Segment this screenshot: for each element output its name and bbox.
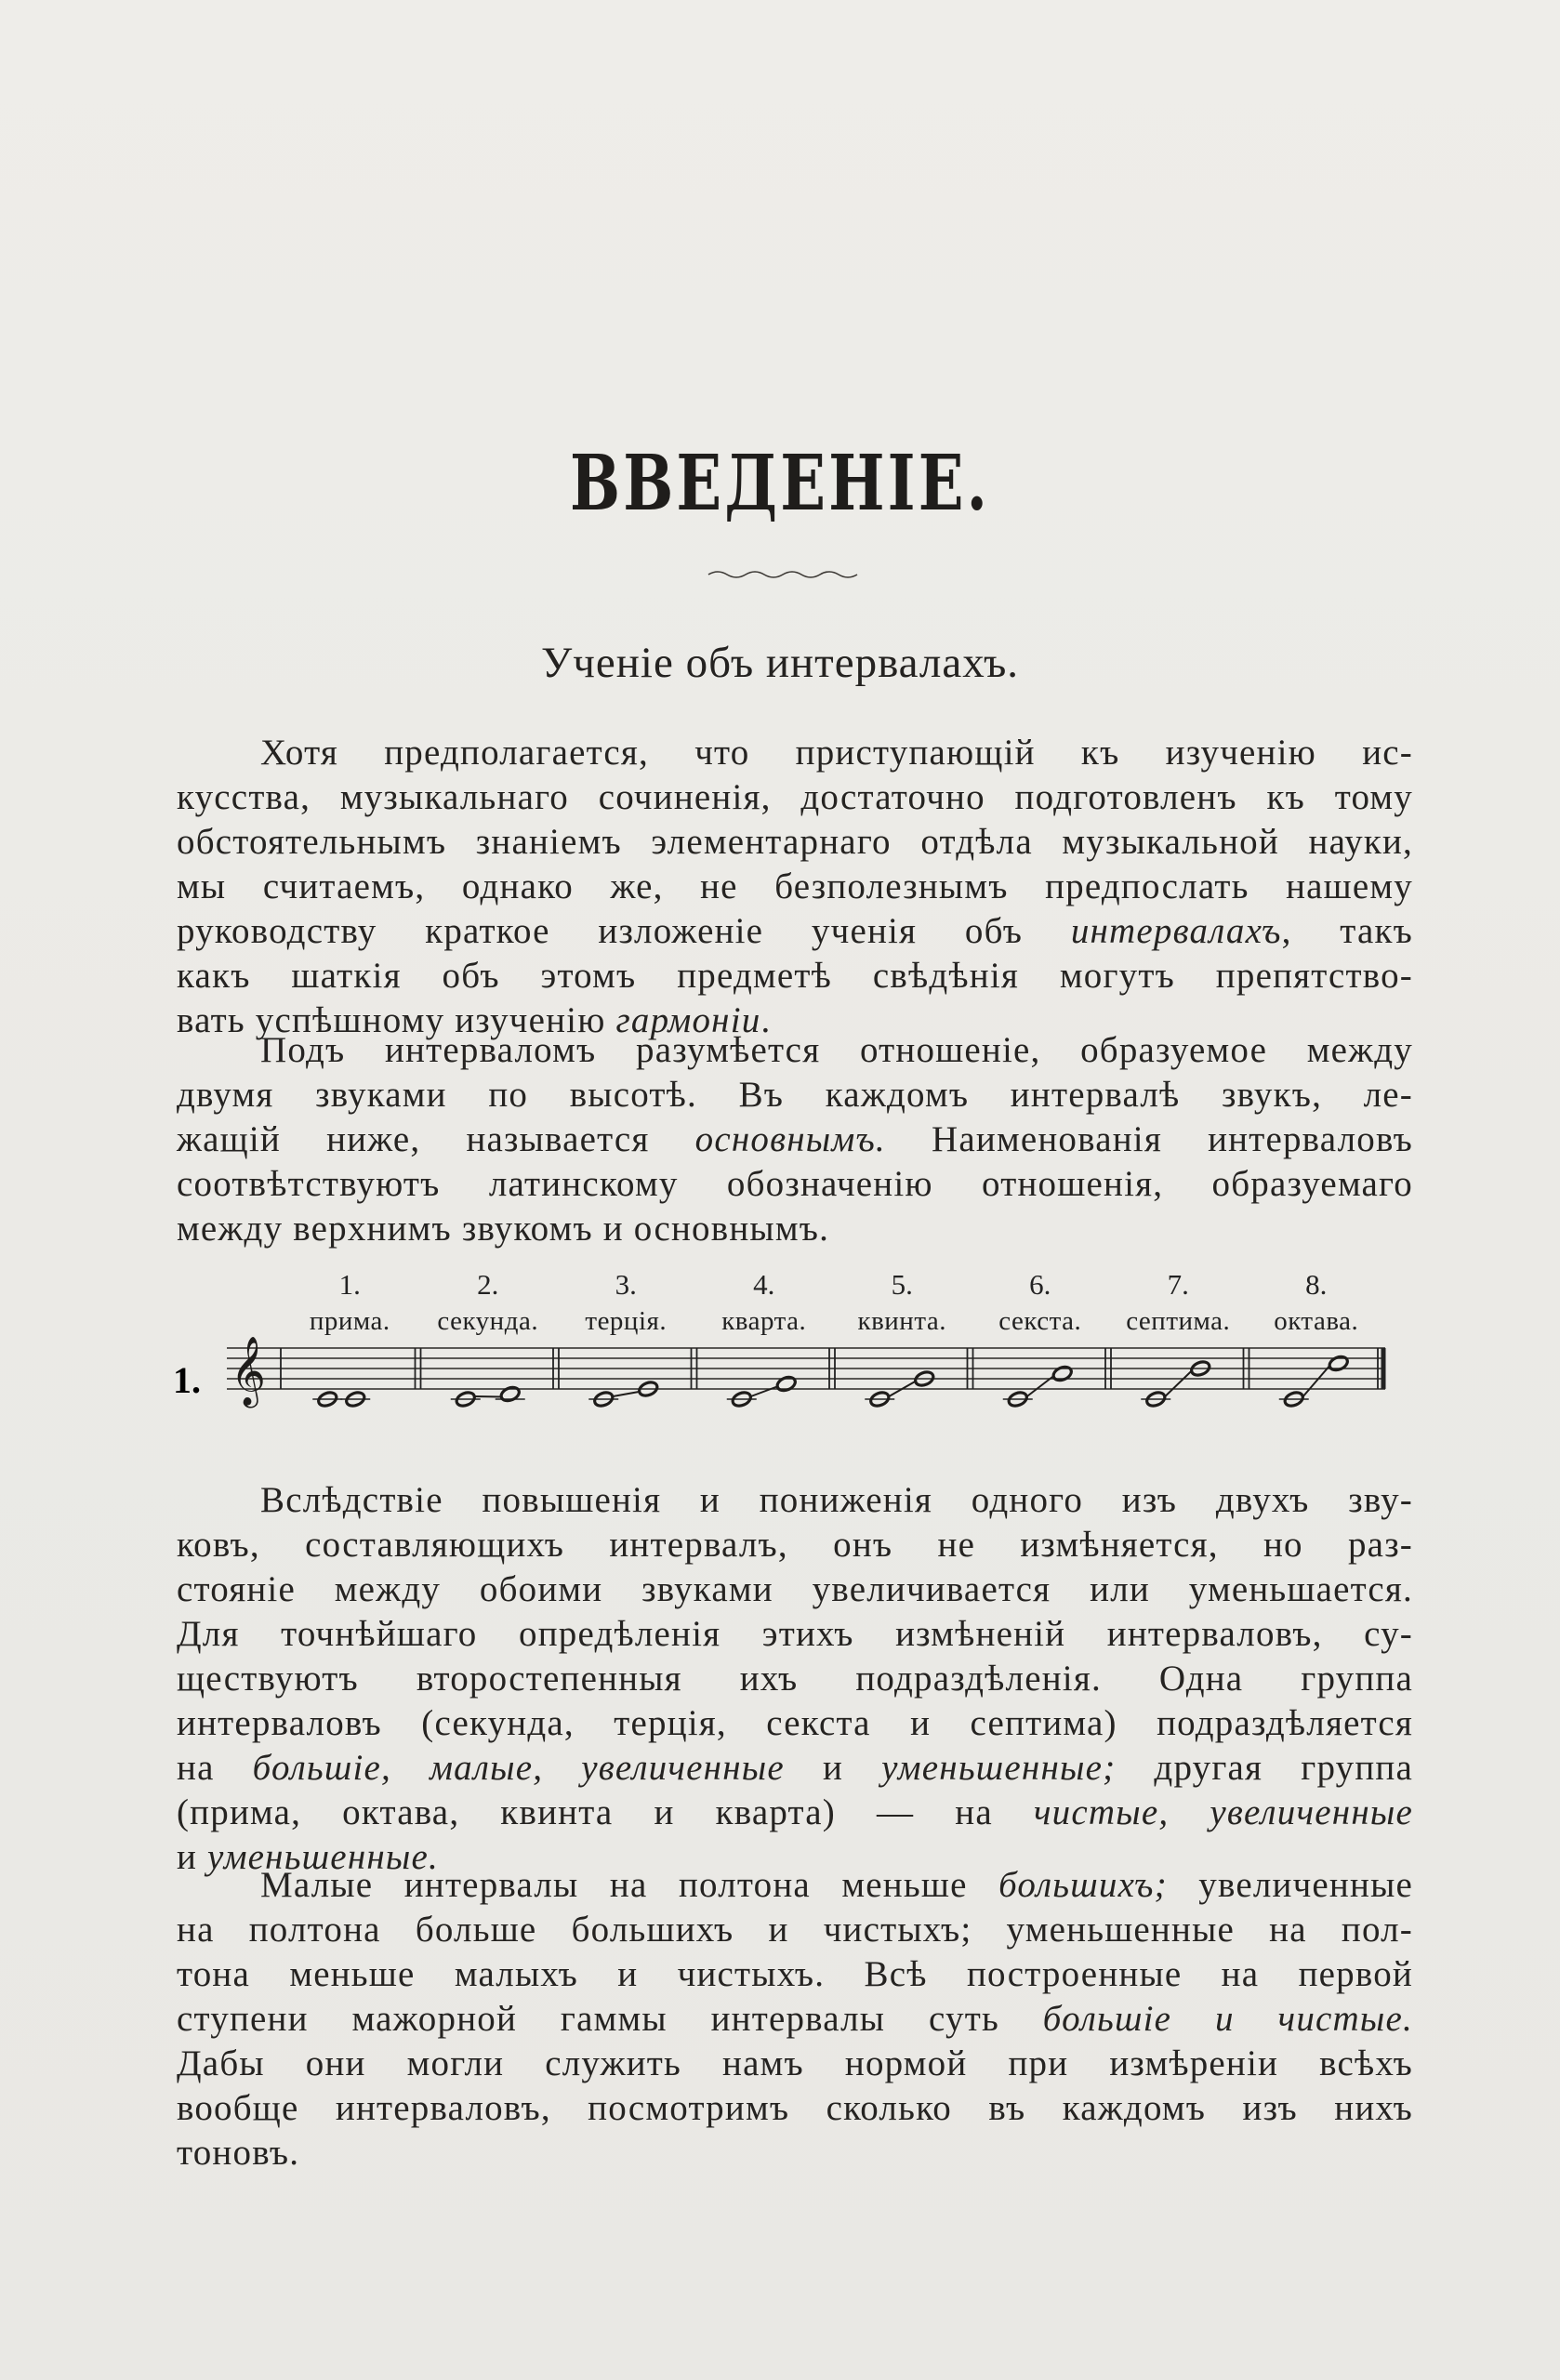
text-fragment: ступени мажорной гаммы интервалы суть xyxy=(177,1999,1043,2039)
text-line xyxy=(177,909,1413,954)
interval-name: терція. xyxy=(585,1306,668,1336)
text-fragment: руководству краткое изложеніе ученія объ xyxy=(177,911,1071,951)
whole-note xyxy=(1051,1365,1073,1383)
text-line: обстоятельнымъ знаніемъ элементарнаго отдѣла музыкальной науки, xyxy=(177,822,1413,862)
interval-number: 8. xyxy=(1305,1274,1328,1301)
text-line: Вслѣдствіе повышенія и пониженія одного изъ двухъ зву- xyxy=(260,1480,1413,1520)
interval-stroke xyxy=(1165,1371,1191,1396)
musical-example xyxy=(167,1274,1404,1460)
text-line: тоновъ. xyxy=(177,2133,300,2173)
interval-name: секста. xyxy=(998,1306,1082,1336)
text-line xyxy=(177,1746,1413,1791)
interval-name: секунда. xyxy=(437,1306,539,1336)
notes xyxy=(312,1355,1349,1408)
text-line: вообще интерваловъ, посмотримъ сколько въ каждомъ изъ нихъ xyxy=(177,2088,1413,2128)
emphasis-major: большіе, xyxy=(252,1748,391,1788)
text-fragment: . xyxy=(760,1000,772,1040)
emphasis-minor: малые, xyxy=(430,1748,544,1788)
text-line: Для точнѣйшаго опредѣленія этихъ измѣненій интерваловъ, су- xyxy=(177,1614,1413,1654)
ornament-divider xyxy=(707,567,865,582)
interval-number: 5. xyxy=(891,1274,913,1301)
interval-number: 1. xyxy=(338,1274,361,1301)
text-line: какъ шаткія объ этомъ предметѣ свѣдѣнія могутъ препятство- xyxy=(177,956,1413,996)
text-fragment: и xyxy=(177,1837,208,1877)
text-fragment: (прима, октава, квинта и кварта) — на xyxy=(177,1792,1034,1832)
interval-number: 4. xyxy=(753,1274,775,1301)
text-line xyxy=(177,1791,1413,1835)
text-line: ществуютъ второстепенныя ихъ подраздѣленія. Одна группа xyxy=(177,1659,1413,1699)
text-fragment: увеличенные xyxy=(1167,1865,1413,1905)
text-fragment: жащій ниже, называется xyxy=(177,1119,695,1159)
text-line xyxy=(177,1863,1413,1908)
interval-number: 6. xyxy=(1029,1274,1051,1301)
treble-clef-icon: 𝄞 xyxy=(231,1337,266,1406)
interval-name: прима. xyxy=(309,1306,390,1336)
interval-name: септима. xyxy=(1126,1306,1231,1336)
interval-stroke xyxy=(613,1392,639,1396)
interval-names xyxy=(310,1306,1358,1336)
interval-numbers xyxy=(339,1274,1328,1301)
interval-name: квинта. xyxy=(857,1306,946,1336)
paragraph-1 xyxy=(177,731,1413,1043)
interval-stroke xyxy=(751,1387,777,1397)
text-line: стояніе между обоими звуками увеличивается или уменьшается. xyxy=(177,1569,1413,1609)
paragraph-4 xyxy=(177,1863,1413,2175)
emphasis-diminished: уменьшенные. xyxy=(207,1837,439,1877)
paragraph-3 xyxy=(177,1478,1413,1880)
text-fragment: вать успѣшному изученію xyxy=(177,1000,616,1040)
interval-number: 3. xyxy=(615,1274,637,1301)
interval-number: 7. xyxy=(1167,1274,1189,1301)
text-line: кусства, музыкальнаго сочиненія, достаточно подготовленъ къ тому xyxy=(177,777,1413,817)
emphasis-augmented: увеличенные xyxy=(1210,1792,1413,1832)
text-line xyxy=(177,1117,1413,1162)
text-line: ковъ, составляющихъ интервалъ, онъ не измѣняется, но раз- xyxy=(177,1525,1413,1565)
text-line: на полтона больше большихъ и чистыхъ; уменьшенные на пол- xyxy=(177,1910,1413,1950)
interval-number: 2. xyxy=(477,1274,499,1301)
text-fragment: другая группа xyxy=(1116,1748,1414,1788)
section-subtitle: Ученіе объ интервалахъ. xyxy=(540,639,1020,687)
text-fragment: на xyxy=(177,1748,253,1788)
interval-stroke xyxy=(475,1396,501,1397)
text-line xyxy=(177,1997,1413,2042)
emphasis-diminished: уменьшенные; xyxy=(881,1748,1117,1788)
example-label: 1. xyxy=(173,1359,201,1401)
emphasis-intervals: интервалахъ xyxy=(1070,911,1282,951)
bleed-through-text xyxy=(651,149,659,184)
text-line: Хотя предполагается, что приступающій къ изученію ис- xyxy=(260,733,1413,773)
emphasis-major-perfect: большіе и чистые. xyxy=(1042,1999,1413,2039)
staff xyxy=(227,1337,1385,1408)
interval-name: кварта. xyxy=(721,1306,807,1336)
text-fragment: , такъ xyxy=(1281,911,1413,951)
text-line: Подъ интерваломъ разумѣется отношеніе, образуемое между xyxy=(260,1030,1413,1070)
text-line: мы считаемъ, однако же, не безполезнымъ предпослать нашему xyxy=(177,866,1413,906)
whole-note xyxy=(499,1385,521,1404)
text-line: Дабы они могли служить намъ нормой при измѣреніи всѣхъ xyxy=(177,2043,1413,2083)
emphasis-bigger: большихъ; xyxy=(998,1865,1168,1905)
emphasis-harmony: гармоніи xyxy=(615,1000,761,1040)
paragraph-2 xyxy=(177,1028,1413,1251)
emphasis-augmented: увеличенные xyxy=(581,1748,785,1788)
text-fragment: Малые интервалы на полтона меньше xyxy=(260,1865,999,1905)
whole-note xyxy=(1328,1355,1349,1373)
text-line: двумя звуками по высотѣ. Въ каждомъ интервалѣ звукъ, ле- xyxy=(177,1075,1413,1115)
whole-note xyxy=(775,1375,797,1394)
text-line: тона меньше малыхъ и чистыхъ. Всѣ построенные на первой xyxy=(177,1954,1413,1994)
page-title: ВВЕДЕНІЕ. xyxy=(570,439,990,528)
text-line: между верхнимъ звукомъ и основнымъ. xyxy=(177,1209,830,1249)
text-line: интерваловъ (секунда, терція, секста и септима) подраздѣляется xyxy=(177,1703,1413,1743)
emphasis-basic: основнымъ. xyxy=(694,1119,886,1159)
text-fragment: Наименованія интерваловъ xyxy=(885,1119,1413,1159)
text-fragment: и xyxy=(784,1748,882,1788)
emphasis-perfect: чистые, xyxy=(1033,1792,1170,1832)
text-line: соотвѣтствуютъ латинскому обозначенію отношенія, образуемаго xyxy=(177,1164,1413,1204)
interval-stroke xyxy=(1303,1367,1329,1397)
interval-name: октава. xyxy=(1274,1306,1359,1336)
